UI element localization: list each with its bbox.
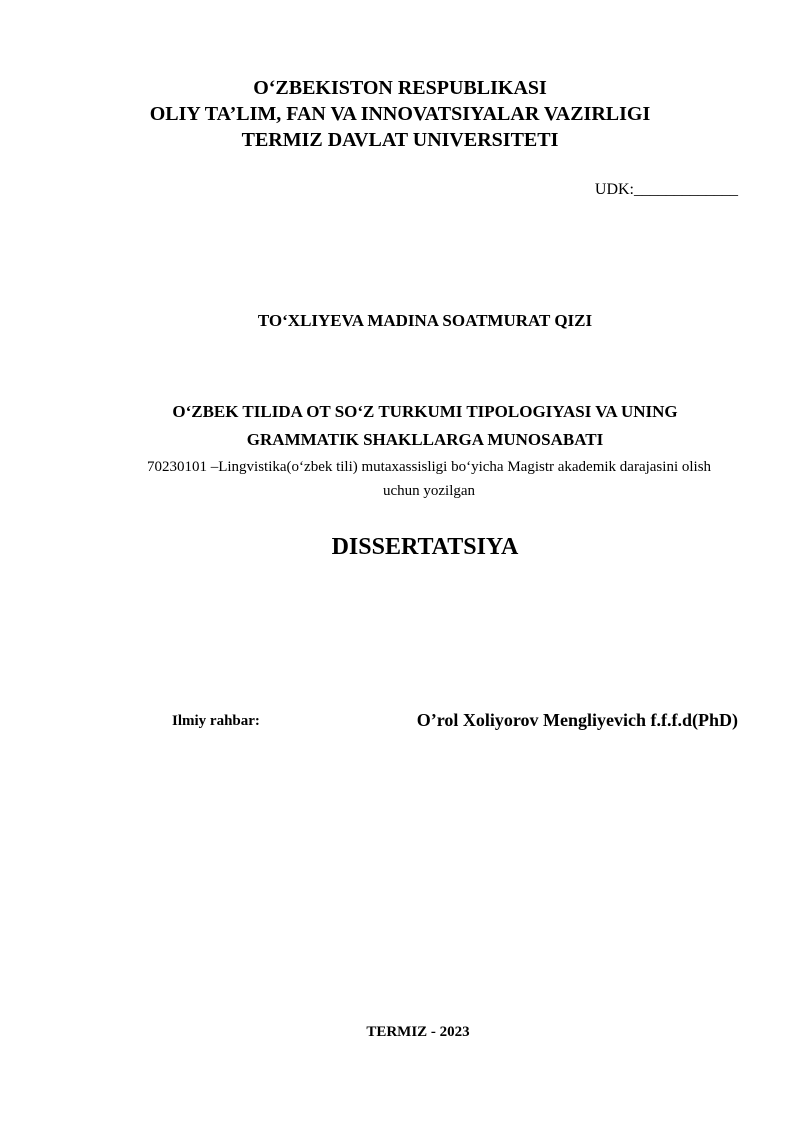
- title-line-1: O‘ZBEK TILIDA OT SO‘Z TURKUMI TIPOLOGIYASI VA UNING: [172, 402, 678, 421]
- ministry-header: [0, 75, 800, 153]
- specialty-line-2: uchun yozilgan: [382, 483, 476, 499]
- author-name: TO‘XLIYEVA MADINA SOATMURAT QIZI: [257, 311, 593, 330]
- header-university: TERMIZ DAVLAT UNIVERSITETI: [241, 129, 559, 151]
- header-ministry: OLIY TA’LIM, FAN VA INNOVATSIYALAR VAZIRLIGI: [149, 103, 651, 125]
- header-republic: O‘ZBEKISTON RESPUBLIKASI: [253, 77, 547, 99]
- adviser-name: O’rol Xoliyorov Mengliyevich f.f.f.d(PhD): [416, 710, 738, 730]
- dissertation-title: [0, 398, 800, 454]
- title-line-2: GRAMMATIK SHAKLLARGA MUNOSABATI: [246, 430, 604, 449]
- city-year: TERMIZ - 2023: [366, 1024, 470, 1040]
- specialty-description: [0, 455, 800, 503]
- specialty-line-1: 70230101 –Lingvistika(o‘zbek tili) mutaxassisligi bo‘yicha Magistr akademik darajasini olish: [146, 459, 712, 475]
- udk-field: UDK:_____________: [594, 181, 738, 198]
- document-type: DISSERTATSIYA: [331, 534, 519, 560]
- adviser-label: Ilmiy rahbar:: [172, 713, 260, 729]
